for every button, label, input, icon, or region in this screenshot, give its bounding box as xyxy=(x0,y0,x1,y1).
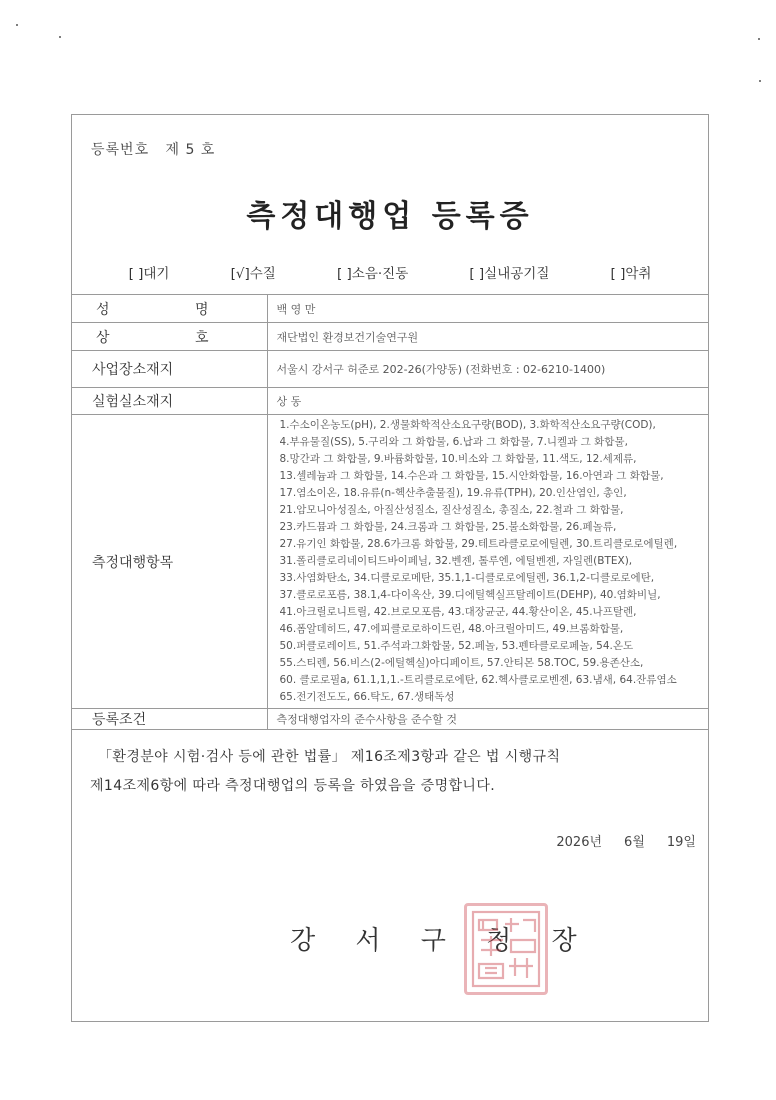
label-trade-char: 호 xyxy=(194,329,209,346)
row-trade-name xyxy=(72,323,708,351)
type-odor: [ ]악취 xyxy=(610,266,652,282)
measurement-item-line: 8.망간과 그 화합물, 9.바륨화합물, 10.비소와 그 화합물, 11.색도, 12.세제류, xyxy=(279,453,637,465)
scan-speck xyxy=(16,24,18,26)
row-measurement-items xyxy=(72,415,708,709)
table-end-rule xyxy=(267,730,708,731)
registration-value: 제 5 호 xyxy=(165,142,216,158)
issue-day: 19일 xyxy=(666,835,696,850)
row-table-end xyxy=(72,730,708,731)
row-lab-address xyxy=(72,388,708,415)
measurement-item-line: 55.스티렌, 56.비스(2-에틸헥실)아디페이트, 57.안티몬 58.TOC, 59.용존산소, xyxy=(279,657,644,669)
measurement-item-line: 37.클로로포름, 38.1,4-다이옥산, 39.디에틸헥실프탈레이트(DEHP), 40.염화비닐, xyxy=(279,589,661,601)
measurement-item-line: 50.퍼클로레이트, 51.주석과그화합물, 52.페놀, 53.펜타클로로페놀, 54.온도 xyxy=(279,640,634,652)
registration-number xyxy=(91,139,215,159)
measurement-item-line: 1.수소이온농도(pH), 2.생물화학적산소요구량(BOD), 3.화학적산소요구량(COD), xyxy=(279,419,656,431)
certificate-title: 측정대행업 등록증 xyxy=(246,199,534,234)
measurement-item-line: 33.사염화탄소, 34.디클로로메탄, 35.1,1-디클로로에틸렌, 36.1,2-디클로로에탄, xyxy=(279,572,655,584)
label-trade-name xyxy=(72,323,267,351)
measurement-item-line: 60. 클로로필a, 61.1,1,1.-트리클로로에탄, 62.헥사클로로벤젠, 63.냄새, 64.잔류염소 xyxy=(279,674,677,686)
type-water: [√]수질 xyxy=(230,266,276,282)
issue-month: 6월 xyxy=(624,835,645,850)
scan-speck xyxy=(59,36,61,38)
label-name-char: 명 xyxy=(194,301,209,318)
measurement-item-line: 41.아크릴로니트릴, 42.브로모포름, 43.대장균군, 44.황산이온, 45.나프탈렌, xyxy=(279,606,637,618)
measurement-item-line: 13.셀레늄과 그 화합물, 14.수은과 그 화합물, 15.시안화합물, 16.아연과 그 화합물, xyxy=(279,470,664,482)
certification-statement xyxy=(90,743,690,801)
seal-pattern-icon xyxy=(467,906,545,992)
value-lab-address: 상 동 xyxy=(267,388,708,415)
measurement-item-line: 21.암모니아성질소, 아질산성질소, 질산성질소, 총질소, 22.철과 그 화합물, xyxy=(279,504,624,516)
value-conditions: 측정대행업자의 준수사항을 준수할 것 xyxy=(267,709,708,730)
registration-details-table xyxy=(72,294,708,730)
label-name xyxy=(72,295,267,323)
value-measurement-items xyxy=(267,415,708,709)
certification-line-1: 「환경분야 시험·검사 등에 관한 법률」 제16조제3항과 같은 법 시행규칙 xyxy=(98,749,561,765)
measurement-item-line: 23.카드뮴과 그 화합물, 24.크롬과 그 화합물, 25.불소화합물, 26.페놀류, xyxy=(279,521,617,533)
type-noise-vibration: [ ]소음·진동 xyxy=(336,266,409,282)
field-type-checklist xyxy=(72,262,708,282)
issuer-title: 강 서 구 청 장 xyxy=(290,926,593,956)
row-business-address xyxy=(72,351,708,388)
value-name: 백 영 만 xyxy=(267,295,708,323)
certification-line-2: 제14조제6항에 따라 측정대행업의 등록을 하였음을 증명합니다. xyxy=(90,778,496,794)
measurement-item-line: 27.유기인 화합물, 28.6가크롬 화합물, 29.테트라클로로에틸렌, 30.트리클로로에틸렌, xyxy=(279,538,678,550)
issue-date xyxy=(556,831,696,850)
scan-speck xyxy=(759,80,761,82)
type-air: [ ]대기 xyxy=(128,266,170,282)
measurement-items-list xyxy=(268,415,709,708)
row-name xyxy=(72,295,708,323)
label-name-char: 성 xyxy=(96,301,110,318)
issue-year: 2026년 xyxy=(556,835,603,850)
value-business-address: 서울시 강서구 허준로 202-26(가양동) (전화번호 : 02-6210-1400) xyxy=(267,351,708,388)
label-measurement-items: 측정대행항목 xyxy=(72,415,267,709)
certificate-frame xyxy=(71,114,709,1022)
measurement-item-line: 4.부유물질(SS), 5.구리와 그 화합물, 6.납과 그 화합물, 7.니켈과 그 화합물, xyxy=(279,436,628,448)
row-conditions xyxy=(72,709,708,730)
measurement-item-line: 65.전기전도도, 66.탁도, 67.생태독성 xyxy=(279,691,455,703)
label-trade-char: 상 xyxy=(96,329,110,346)
table-end-rule xyxy=(72,730,267,731)
type-indoor-air: [ ]실내공기질 xyxy=(469,266,550,282)
registration-label: 등록번호 xyxy=(91,142,150,158)
label-conditions: 등록조건 xyxy=(72,709,267,730)
label-lab-address: 실험실소재지 xyxy=(72,388,267,415)
value-trade-name: 재단법인 환경보건기술연구원 xyxy=(267,323,708,351)
scan-speck xyxy=(758,38,760,40)
label-business-address: 사업장소재지 xyxy=(72,351,267,388)
measurement-item-line: 17.염소이온, 18.유류(n-헥산추출물질), 19.유류(TPH), 20.인산염인, 총인, xyxy=(279,487,627,499)
official-seal-stamp xyxy=(464,903,548,995)
measurement-item-line: 31.폴리클로리네이티드바이페닐, 32.벤젠, 톨루엔, 에틸벤젠, 자일렌(BTEX), xyxy=(279,555,633,567)
measurement-item-line: 46.폼알데히드, 47.에피클로로하이드린, 48.아크릴아미드, 49.브롬화합물, xyxy=(279,623,624,635)
